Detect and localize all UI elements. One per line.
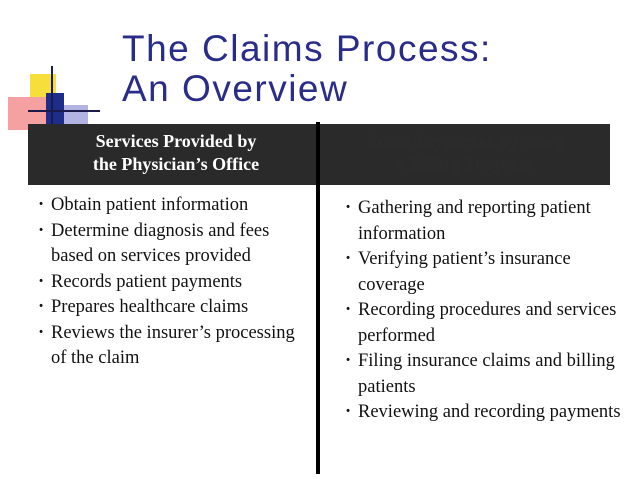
column-divider	[316, 122, 320, 474]
list-item: · Gathering and reporting patient information	[336, 196, 626, 247]
slide-title-line-1: The Claims Process:	[122, 28, 492, 69]
list-item: · Obtain patient information	[29, 193, 314, 219]
horizontal-line-decoration	[28, 110, 100, 112]
list-item: · Prepares healthcare claims	[29, 295, 314, 321]
left-column-header	[36, 130, 316, 176]
right-column-header-line-2: a Billing Program	[396, 154, 534, 174]
list-item: · Reviews the insurer’s processing of the claim	[29, 321, 314, 372]
slide-title-line-2: An Overview	[122, 68, 349, 109]
list-item: · Records patient payments	[29, 270, 314, 296]
list-item: · Determine diagnosis and fees based on services provided	[29, 219, 314, 270]
left-column-header-line-2: the Physician’s Office	[92, 154, 260, 174]
right-column-list	[336, 196, 626, 426]
right-column-header	[330, 130, 600, 176]
left-column-list	[29, 193, 314, 372]
list-item: · Recording procedures and services performed	[336, 298, 626, 349]
list-item: · Reviewing and recording payments	[336, 400, 626, 426]
slide-title	[122, 29, 492, 109]
list-item: · Filing insurance claims and billing patients	[336, 349, 626, 400]
list-item: · Verifying patient’s insurance coverage	[336, 247, 626, 298]
right-column-header-line-1: Tasks Supported by using	[366, 131, 564, 151]
left-column-header-line-1: Services Provided by	[95, 131, 257, 151]
